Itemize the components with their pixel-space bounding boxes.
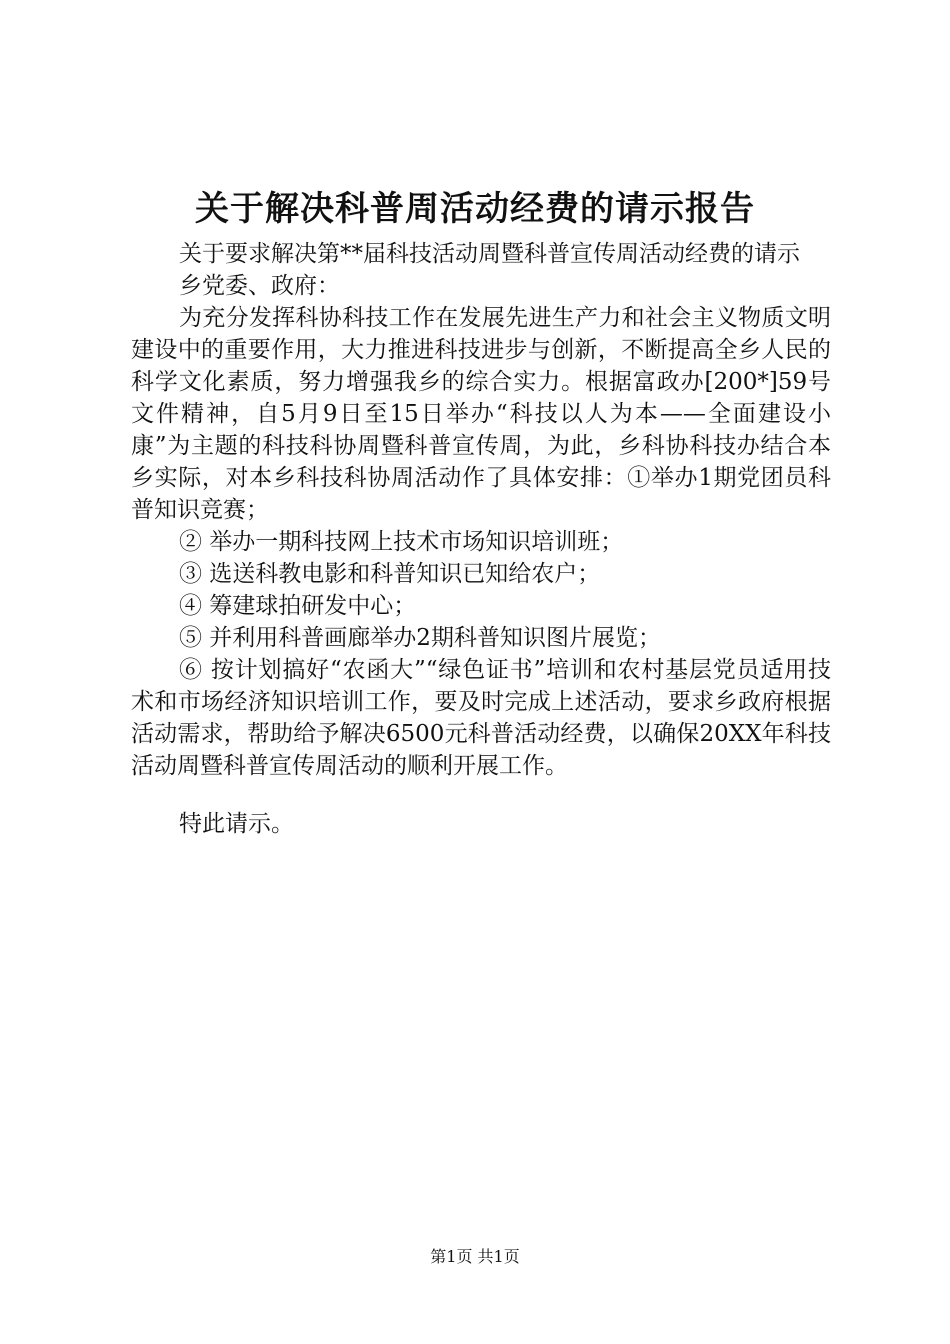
item-paragraph-3: ③ 选送科教电影和科普知识已知给农户； bbox=[179, 561, 601, 587]
item-paragraph-6: ⑥ 按计划搞好“农函大”“绿色证书”培训和农村基层党员适用技术和市场经济知识培训工作，要及时完成上述活动，要求乡政府根据活动需求，帮助给予解决6500元科普活动经费，以确保20XX年科技活动周暨科普宣传周活动的顺利开展工作。 bbox=[131, 657, 831, 779]
document-body bbox=[131, 238, 831, 840]
page-indicator: 第1页 共1页 bbox=[430, 1247, 520, 1266]
closing-paragraph: 特此请示。 bbox=[179, 811, 294, 837]
main-paragraph: 为充分发挥科协科技工作在发展先进生产力和社会主义物质文明建设中的重要作用，大力推进科技进步与创新，不断提高全乡人民的科学文化素质，努力增强我乡的综合实力。根据富政办[200*]59号文件精神，自5月9日至15日举办“科技以人为本——全面建设小康”为主题的科技科协周暨科普宣传周，为此，乡科协科技办结合本乡实际，对本乡科技科协周活动作了具体安排：①举办1期党团员科普知识竞赛； bbox=[131, 305, 831, 523]
salutation-paragraph: 乡党委、政府： bbox=[179, 273, 340, 299]
document-title: 关于解决科普周活动经费的请示报告 bbox=[195, 189, 755, 229]
item-paragraph-4: ④ 筹建球拍研发中心； bbox=[179, 593, 417, 619]
item-paragraph-2: ② 举办一期科技网上技术市场知识培训班； bbox=[179, 529, 624, 555]
item-paragraph-5: ⑤ 并利用科普画廊举办2期科普知识图片展览； bbox=[179, 625, 661, 651]
subject-paragraph: 关于要求解决第**届科技活动周暨科普宣传周活动经费的请示 bbox=[179, 241, 800, 267]
